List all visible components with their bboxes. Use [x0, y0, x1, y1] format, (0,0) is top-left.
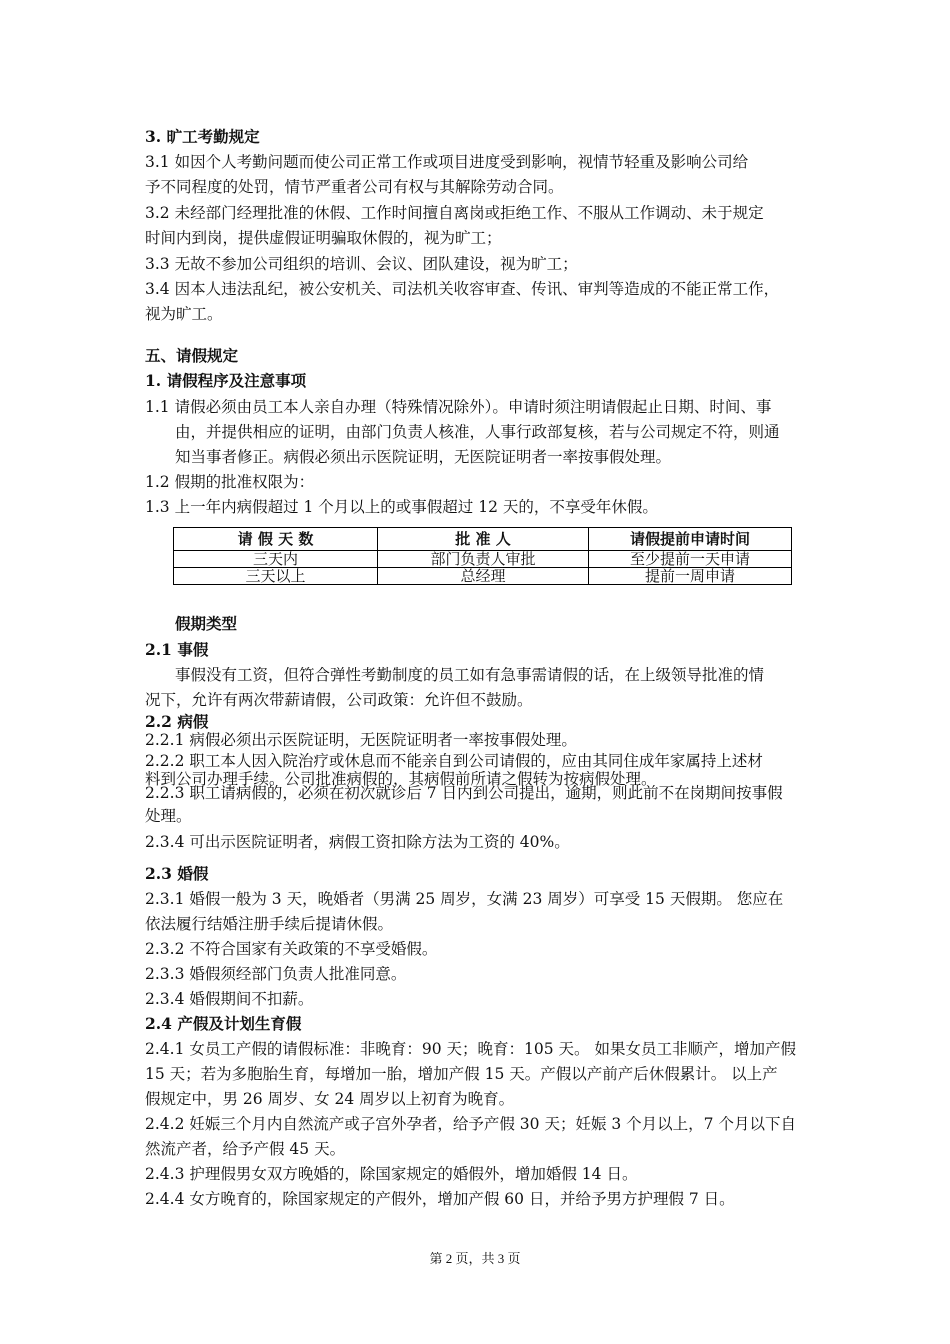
table-cell: 三天内	[174, 551, 378, 568]
clause-2-4-1-cont2: 假规定中，男 26 周岁、女 24 周岁以上初育为晚育。	[145, 1090, 515, 1108]
clause-1-3: 1.3 上一年内病假超过 1 个月以上的或事假超过 12 天的，不享受年休假。	[145, 498, 658, 516]
clause-2-3-4-sick: 2.3.4 可出示医院证明者，病假工资扣除方法为工资的 40%。	[145, 833, 570, 851]
heading-2-1: 2.1 事假	[145, 640, 209, 659]
table-cell: 提前一周申请	[589, 568, 792, 585]
clause-3-4: 3.4 因本人违法乱纪，被公安机关、司法机关收容审查、传讯、审判等造成的不能正常工作，	[145, 280, 780, 298]
heading-2-2: 2.2 病假	[145, 712, 209, 731]
clause-2-4-2-cont: 然流产者，给予产假 45 天。	[145, 1140, 346, 1158]
table-header: 请假提前申请时间	[589, 528, 792, 551]
clause-2-2-3: 2.2.3 职工请病假的，必须在初次就诊后 7 日内到公司提出，逾期，则此前不在岗期间按事假	[145, 784, 783, 802]
clause-3-2: 3.2 未经部门经理批准的休假、工作时间擅自离岗或拒绝工作、不服从工作调动、未于规定	[145, 204, 764, 222]
table-header-row	[174, 528, 792, 551]
leave-approval-table	[173, 527, 792, 585]
clause-2-1-text: 事假没有工资，但符合弹性考勤制度的员工如有急事需请假的话，在上级领导批准的情	[175, 666, 765, 684]
clause-2-2-3-cont: 处理。	[145, 807, 192, 825]
clause-3-1: 3.1 如因个人考勤问题而使公司正常工作或项目进度受到影响，视情节轻重及影响公司给	[145, 153, 749, 171]
table-header: 请 假 天 数	[174, 528, 378, 551]
clause-2-4-1: 2.4.1 女员工产假的请假标准：非晚育：90 天；晚育：105 天。 如果女员工非顺产，增加产假	[145, 1040, 796, 1058]
table-header: 批 准 人	[378, 528, 589, 551]
clause-2-4-3: 2.4.3 护理假男女双方晚婚的，除国家规定的婚假外，增加婚假 14 日。	[145, 1165, 638, 1183]
clause-2-4-4: 2.4.4 女方晚育的，除国家规定的产假外，增加产假 60 日，并给予男方护理假 7 日。	[145, 1190, 735, 1208]
clause-2-2-2: 2.2.2 职工本人因入院治疗或休息而不能亲自到公司请假的，应由其同住成年家属持上述材	[145, 752, 763, 770]
clause-2-3-3: 2.3.3 婚假须经部门负责人批准同意。	[145, 965, 407, 983]
clause-3-3: 3.3 无故不参加公司组织的培训、会议、团队建设，视为旷工；	[145, 255, 578, 273]
clause-2-4-1-cont: 15 天；若为多胞胎生育，每增加一胎，增加产假 15 天。产假以产前产后休假累计。 以上产	[145, 1065, 778, 1083]
section-5-title: 五、请假规定	[145, 346, 239, 365]
heading-2-3: 2.3 婚假	[145, 864, 209, 883]
table-cell: 部门负责人审批	[378, 551, 589, 568]
clause-2-3-2: 2.3.2 不符合国家有关政策的不享受婚假。	[145, 940, 438, 958]
clause-2-3-1: 2.3.1 婚假一般为 3 天，晚婚者（男满 25 周岁，女满 23 周岁）可享受 15 天假期。 您应在	[145, 890, 784, 908]
clause-1-2: 1.2 假期的批准权限为：	[145, 473, 315, 491]
clause-2-2-1: 2.2.1 病假必须出示医院证明，无医院证明者一率按事假处理。	[145, 731, 577, 749]
clause-1-1-cont2: 知当事者修正。病假必须出示医院证明，无医院证明者一率按事假处理。	[175, 448, 672, 466]
subsection-1-title: 1. 请假程序及注意事项	[145, 371, 307, 390]
clause-3-1-cont: 予不同程度的处罚，情节严重者公司有权与其解除劳动合同。	[145, 178, 564, 196]
leave-types-title: 假期类型	[175, 614, 238, 633]
clause-1-1: 1.1 请假必须由员工本人亲自办理（特殊情况除外）。申请时须注明请假起止日期、时间、事	[145, 398, 772, 416]
clause-2-4-2: 2.4.2 妊娠三个月内自然流产或子宫外孕者，给予产假 30 天；妊娠 3 个月以上，7 个月以下自	[145, 1115, 796, 1133]
clause-2-2-2-cont: 料到公司办理手续。公司批准病假的，其病假前所请之假转为按病假处理。	[145, 770, 657, 788]
clause-1-1-cont: 由，并提供相应的证明，由部门负责人核准，人事行政部复核，若与公司规定不符，则通	[175, 423, 780, 441]
table-cell: 总经理	[378, 568, 589, 585]
clause-2-3-1-cont: 依法履行结婚注册手续后提请休假。	[145, 915, 394, 933]
clause-3-4-cont: 视为旷工。	[145, 305, 223, 323]
table-row	[174, 551, 792, 568]
clause-2-3-4: 2.3.4 婚假期间不扣薪。	[145, 990, 314, 1008]
table-cell: 至少提前一天申请	[589, 551, 792, 568]
heading-2-4: 2.4 产假及计划生育假	[145, 1014, 302, 1033]
clause-3-2-cont: 时间内到岗，提供虚假证明骗取休假的，视为旷工；	[145, 229, 502, 247]
table-cell: 三天以上	[174, 568, 378, 585]
page-footer: 第 2 页，共 3 页	[429, 1251, 521, 1266]
table-row	[174, 568, 792, 585]
section-3-title: 3. 旷工考勤规定	[145, 127, 260, 146]
clause-2-1-cont: 况下，允许有两次带薪请假，公司政策：允许但不鼓励。	[145, 691, 533, 709]
